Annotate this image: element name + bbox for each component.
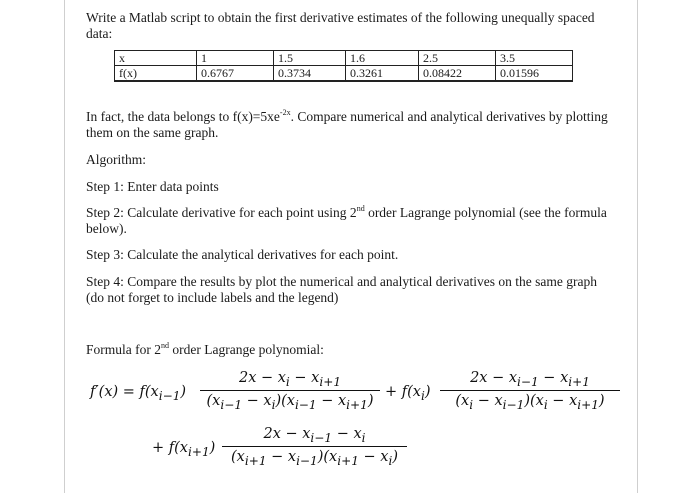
table-cell: 0.01596 (496, 66, 573, 82)
formula-term-3 (222, 426, 407, 468)
table-cell: 0.6767 (197, 66, 274, 82)
table-cell: 0.3261 (346, 66, 419, 82)
fact-line-2: them on the same graph. (86, 125, 219, 140)
data-table (114, 50, 573, 82)
fraction-denominator: $(x_{i-1} - x_i)(x_{i-1} - x_{i+1})$ (206, 392, 374, 412)
step-4-line-2: (do not forget to include labels and the legend) (86, 290, 339, 305)
fraction-numerator: $2x - x_i - x_{i+1}$ (238, 370, 342, 389)
formula-term-2 (440, 370, 620, 412)
fraction-denominator: $(x_{i+1} - x_{i-1})(x_{i+1} - x_i)$ (231, 448, 398, 468)
formula-term-1 (200, 370, 380, 412)
table-cell: 1 (197, 51, 274, 66)
formula-plus-term-2: + $f(x_i)$ (385, 384, 431, 403)
table-row-label: x (115, 51, 197, 66)
step-2-line-1: Step 2: Calculate derivative for each point using 2nd order Lagrange polynomial (see the formula (86, 203, 607, 220)
table-cell: 1.6 (346, 51, 419, 66)
table-cell: 3.5 (496, 51, 573, 66)
intro-line-2: data: (86, 26, 113, 41)
intro-line-1: Write a Matlab script to obtain the first derivative estimates of the following unequally spaced (86, 10, 595, 25)
table-cell: 1.5 (274, 51, 346, 66)
table-row-x (115, 51, 573, 66)
fraction-denominator: $(x_i - x_{i-1})(x_i - x_{i+1})$ (455, 392, 605, 412)
fraction-numerator: $2x - x_{i-1} - x_i$ (263, 426, 366, 445)
step-2-line-2: below). (86, 221, 127, 236)
formula-plus-term-3: + $f(x_{i+1})$ (152, 440, 216, 459)
fraction-numerator: $2x - x_{i-1} - x_{i+1}$ (470, 370, 590, 389)
table-cell: 0.3734 (274, 66, 346, 82)
table-row-fx (115, 66, 573, 82)
table-row-label: f(x) (115, 66, 197, 82)
formula-heading: Formula for 2nd order Lagrange polynomial: (86, 340, 324, 357)
step-4-line-1: Step 4: Compare the results by plot the numerical and analytical derivatives on the same graph (86, 274, 597, 289)
table-cell: 0.08422 (419, 66, 496, 82)
step-1: Step 1: Enter data points (86, 179, 219, 194)
table-cell: 2.5 (419, 51, 496, 66)
formula-lhs: $f'(x) = f(x_{i-1})$ (90, 384, 187, 403)
algorithm-heading: Algorithm: (86, 152, 146, 167)
fact-line-1: In fact, the data belongs to $f(x)=5xe^{-2x}$. Compare numerical and analytical derivatives by plotting (86, 107, 608, 124)
step-3: Step 3: Calculate the analytical derivatives for each point. (86, 247, 399, 262)
